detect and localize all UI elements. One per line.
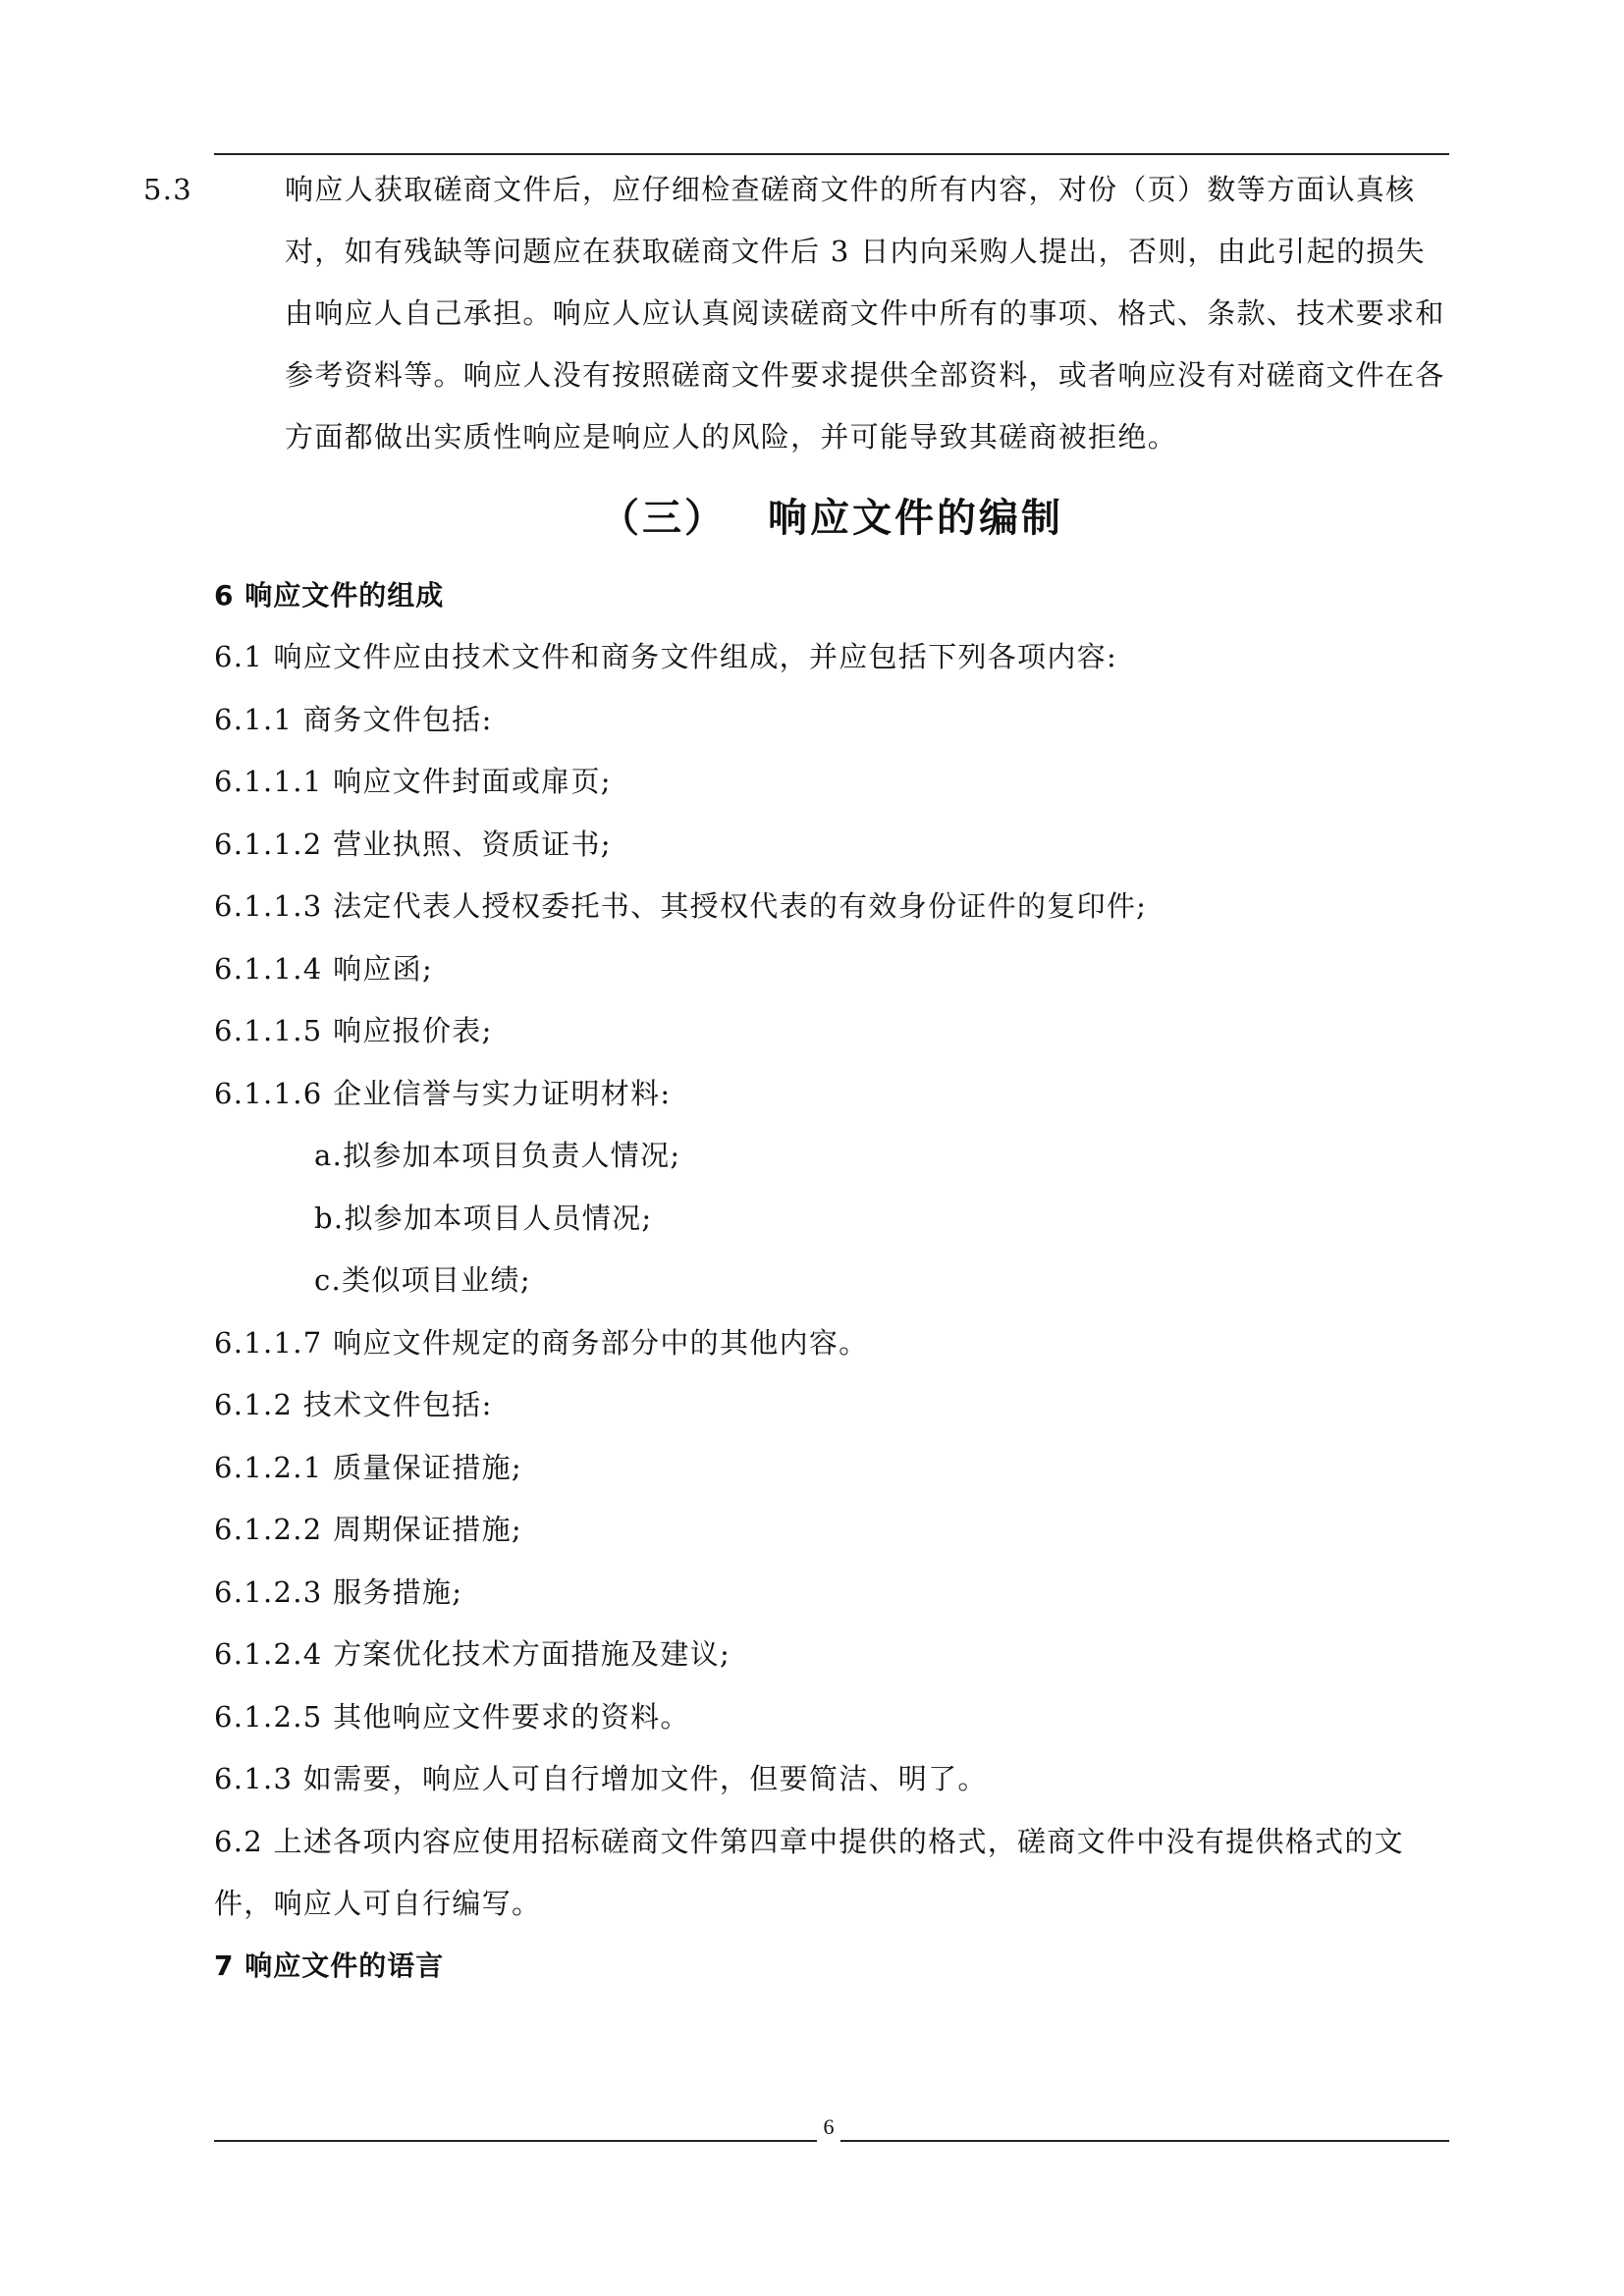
section-title-text: 响应文件的编制 [768,496,1063,541]
list-item: 6.1.1 商务文件包括: [214,702,493,736]
page-number: 6 [823,2114,835,2139]
list-item: 6.1.1.4 响应函; [214,951,434,986]
list-item: 6.1.1.1 响应文件封面或扉页; [214,765,612,798]
list-item: 6.1.2.3 服务措施; [214,1575,463,1609]
list-item: 6.1.1.7 响应文件规定的商务部分中的其他内容。 [214,1325,869,1360]
paragraph-text: 响应人获取磋商文件后，应仔细检查磋商文件的所有内容，对份（页）数等方面认真核对，如有残缺等问题应在获取磋商文件后 3 日内向采购人提出，否则，由此引起的损失由响应人自己承担。响应人应认真阅读磋商文件中所有的事项、格式、条款、技术要求和参考资料等。响应人没有按照磋商文件要求提供全部资料，或者响应没有对磋商文件在各方面都做出实质性响应是响应人的风险，并可能导致其磋商被拒绝。 [285,173,1445,454]
footer-rule-left [214,2140,817,2142]
page-footer [214,2112,1449,2142]
header-rule [214,153,1449,155]
heading-6: 6 响应文件的组成 [214,579,445,612]
list-item: 6.1.1.2 营业执照、资质证书; [214,827,612,861]
list-item: 6.1.2.1 质量保证措施; [214,1450,522,1484]
section-number: （三） [600,496,727,541]
section-title [214,474,1449,562]
paragraph-6-2: 6.2 上述各项内容应使用招标磋商文件第四章中提供的格式，磋商文件中没有提供格式的文件，响应人可自行编写。 [214,1824,1404,1920]
list-item: 6.1.2.5 其他响应文件要求的资料。 [214,1699,690,1734]
list-item: 6.1.2 技术文件包括: [214,1388,493,1421]
page-body [143,159,1449,1997]
list-item: 6.1.2.2 周期保证措施; [214,1513,522,1546]
list-item: 6.1.3 如需要，响应人可自行增加文件，但要简洁、明了。 [214,1762,988,1795]
list-item: 6.1.1.5 响应报价表; [214,1014,493,1047]
sub-list-item: a.拟参加本项目负责人情况; [314,1139,681,1172]
list-item: 6.1.1.3 法定代表人授权委托书、其授权代表的有效身份证件的复印件; [214,889,1148,923]
heading-7: 7 响应文件的语言 [214,1949,445,1982]
paragraph-number: 5.3 [143,173,193,206]
list-item: 6.1.1.6 企业信誉与实力证明材料: [214,1076,672,1110]
sub-list-item: c.类似项目业绩; [314,1263,531,1297]
list-item: 6.1 响应文件应由技术文件和商务文件组成，并应包括下列各项内容: [214,640,1118,673]
footer-rule-right [840,2140,1449,2142]
paragraph-5-3 [143,159,1449,468]
list-item: 6.1.2.4 方案优化技术方面措施及建议; [214,1637,731,1671]
sub-list-item: b.拟参加本项目人员情况; [314,1201,653,1235]
